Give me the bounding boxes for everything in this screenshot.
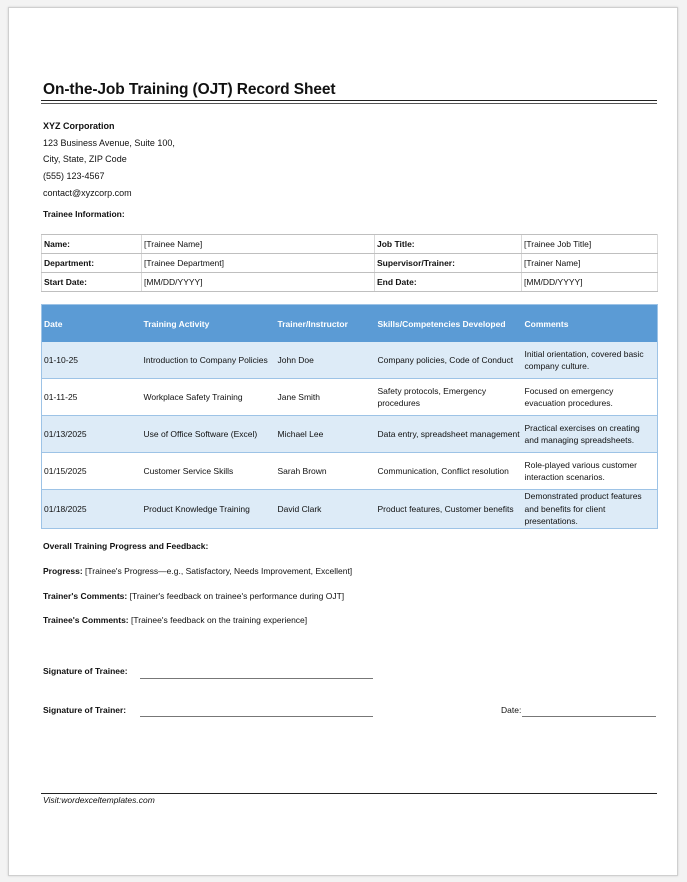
company-phone: (555) 123-4567 xyxy=(43,171,105,182)
trainer-signature-label: Signature of Trainer: xyxy=(43,705,127,715)
end-date-field[interactable]: [MM/DD/YYYY] xyxy=(522,273,658,292)
trainer-comments-text[interactable]: [Trainer's feedback on trainee's performance during OJT] xyxy=(127,591,345,601)
progress-label: Progress: xyxy=(43,566,83,576)
trainer-comments-line xyxy=(43,591,344,601)
cell-trainer[interactable]: Michael Lee xyxy=(276,416,376,453)
name-field[interactable]: [Trainee Name] xyxy=(142,235,375,254)
cell-date[interactable]: 01-11-25 xyxy=(42,379,142,416)
trainer-signature-line[interactable] xyxy=(140,716,373,717)
cell-comments[interactable]: Role-played various customer interaction scenarios. xyxy=(523,453,658,490)
column-header-skills: Skills/Competencies Developed xyxy=(376,305,523,343)
supervisor-label: Supervisor/Trainer: xyxy=(375,254,522,273)
table-row xyxy=(42,342,658,379)
title-rule-secondary xyxy=(41,103,657,104)
job-title-label: Job Title: xyxy=(375,235,522,254)
cell-activity[interactable]: Use of Office Software (Excel) xyxy=(142,416,276,453)
trainee-comments-line xyxy=(43,615,307,625)
cell-activity[interactable]: Workplace Safety Training xyxy=(142,379,276,416)
cell-trainer[interactable]: David Clark xyxy=(276,490,376,529)
department-label: Department: xyxy=(42,254,142,273)
cell-comments[interactable]: Focused on emergency evacuation procedures. xyxy=(523,379,658,416)
cell-skills[interactable]: Company policies, Code of Conduct xyxy=(376,342,523,379)
progress-text[interactable]: [Trainee's Progress—e.g., Satisfactory, Needs Improvement, Excellent] xyxy=(82,566,353,576)
table-row xyxy=(42,453,658,490)
column-header-date: Date xyxy=(42,305,142,343)
trainee-signature-line[interactable] xyxy=(140,678,373,679)
feedback-heading: Overall Training Progress and Feedback: xyxy=(43,541,209,551)
info-row xyxy=(42,273,658,292)
company-address-line1: 123 Business Avenue, Suite 100, xyxy=(43,137,175,148)
table-row xyxy=(42,416,658,453)
cell-trainer[interactable]: Jane Smith xyxy=(276,379,376,416)
cell-date[interactable]: 01/18/2025 xyxy=(42,490,142,529)
trainer-comments-label: Trainer's Comments: xyxy=(43,591,128,601)
end-date-label: End Date: xyxy=(375,273,522,292)
trainee-comments-text[interactable]: [Trainee's feedback on the training experience] xyxy=(128,615,308,625)
cell-date[interactable]: 01/13/2025 xyxy=(42,416,142,453)
cell-activity[interactable]: Product Knowledge Training xyxy=(142,490,276,529)
cell-comments[interactable]: Demonstrated product features and benefits for client presentations. xyxy=(523,490,658,529)
column-header-comments: Comments xyxy=(523,305,658,343)
cell-date[interactable]: 01/15/2025 xyxy=(42,453,142,490)
trainee-signature-label: Signature of Trainee: xyxy=(43,666,128,676)
cell-trainer[interactable]: John Doe xyxy=(276,342,376,379)
progress-line xyxy=(43,566,352,576)
company-email: contact@xyzcorp.com xyxy=(43,187,132,198)
table-row xyxy=(42,379,658,416)
cell-skills[interactable]: Communication, Conflict resolution xyxy=(376,453,523,490)
footer-rule xyxy=(41,793,657,794)
document-page xyxy=(8,7,678,876)
table-header-row xyxy=(42,305,658,343)
training-log-table xyxy=(41,304,658,529)
supervisor-field[interactable]: [Trainer Name] xyxy=(522,254,658,273)
date-line[interactable] xyxy=(522,716,656,717)
trainee-info-heading: Trainee Information: xyxy=(43,209,125,219)
title-rule xyxy=(41,100,657,101)
start-date-field[interactable]: [MM/DD/YYYY] xyxy=(142,273,375,292)
name-label: Name: xyxy=(42,235,142,254)
trainee-comments-label: Trainee's Comments: xyxy=(43,615,129,625)
cell-skills[interactable]: Product features, Customer benefits xyxy=(376,490,523,529)
info-row xyxy=(42,235,658,254)
column-header-activity: Training Activity xyxy=(142,305,276,343)
company-name: XYZ Corporation xyxy=(43,121,115,131)
table-row xyxy=(42,490,658,529)
cell-trainer[interactable]: Sarah Brown xyxy=(276,453,376,490)
trainee-info-table xyxy=(41,234,658,292)
info-row xyxy=(42,254,658,273)
start-date-label: Start Date: xyxy=(42,273,142,292)
company-address-line2: City, State, ZIP Code xyxy=(43,154,127,165)
footer-link[interactable]: Visit:wordexceltemplates.com xyxy=(43,795,155,805)
company-block xyxy=(43,118,175,202)
cell-date[interactable]: 01-10-25 xyxy=(42,342,142,379)
column-header-trainer: Trainer/Instructor xyxy=(276,305,376,343)
cell-skills[interactable]: Safety protocols, Emergency procedures xyxy=(376,379,523,416)
cell-activity[interactable]: Customer Service Skills xyxy=(142,453,276,490)
cell-skills[interactable]: Data entry, spreadsheet management xyxy=(376,416,523,453)
cell-comments[interactable]: Practical exercises on creating and managing spreadsheets. xyxy=(523,416,658,453)
document-title: On-the-Job Training (OJT) Record Sheet xyxy=(43,81,336,98)
cell-comments[interactable]: Initial orientation, covered basic company culture. xyxy=(523,342,658,379)
job-title-field[interactable]: [Trainee Job Title] xyxy=(522,235,658,254)
department-field[interactable]: [Trainee Department] xyxy=(142,254,375,273)
cell-activity[interactable]: Introduction to Company Policies xyxy=(142,342,276,379)
date-label: Date: xyxy=(501,705,522,715)
